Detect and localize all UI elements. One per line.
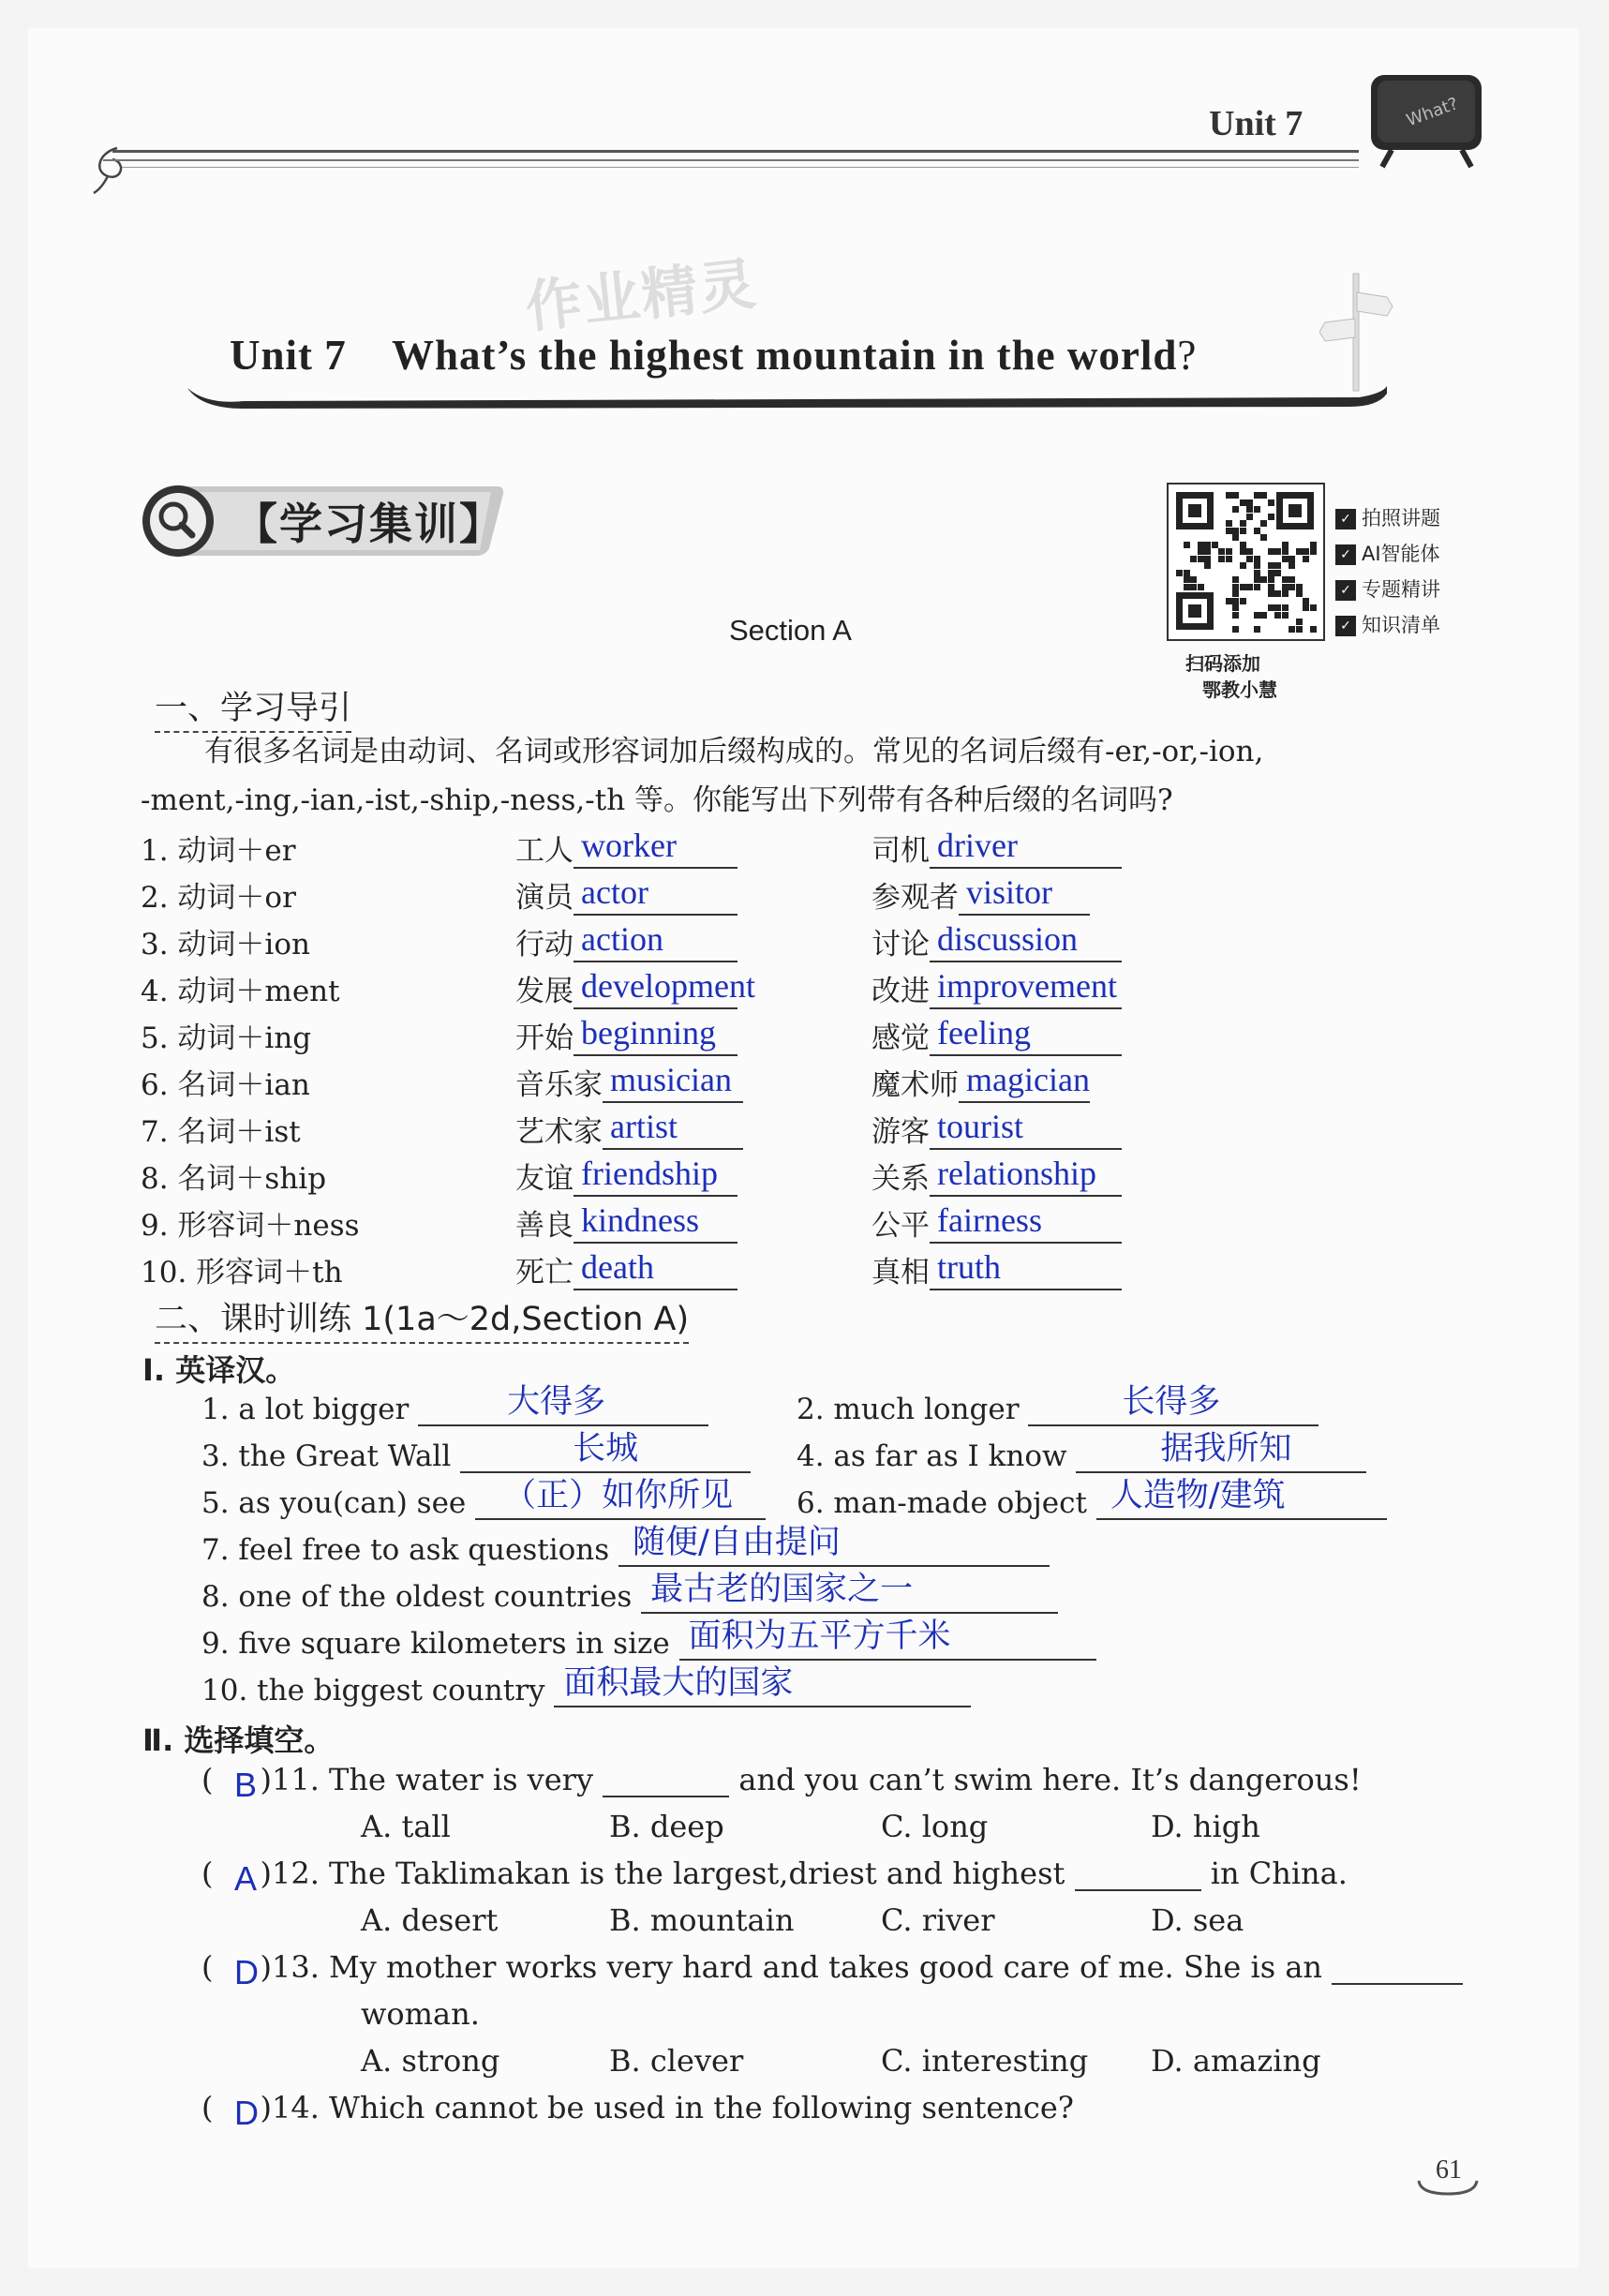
qr-module [1303, 604, 1309, 611]
vocab-item [872, 873, 1090, 916]
answer-text: 人造物/建筑 [1110, 1477, 1286, 1514]
qr-module [1232, 604, 1239, 611]
qr-module [1254, 612, 1260, 619]
vocab-item [515, 920, 737, 962]
header-rule [103, 159, 1359, 161]
page-number: 61 [1436, 2155, 1462, 2184]
watermark: 作业精灵 [522, 251, 761, 341]
english-phrase: 7. feel free to ask questions [201, 1533, 610, 1567]
answer-blank[interactable] [1028, 1383, 1318, 1426]
chinese-word: 演员 [515, 881, 574, 915]
answer-text: artist [610, 1108, 678, 1145]
qr-module [1274, 570, 1281, 576]
check-icon: ✓ [1335, 544, 1356, 565]
answer-blank[interactable] [930, 920, 1122, 962]
answer-blank[interactable] [930, 827, 1122, 869]
page-title [230, 331, 1197, 380]
chinese-word: 善良 [515, 1209, 574, 1243]
answer-text: discussion [937, 920, 1079, 958]
qr-module [1190, 584, 1197, 590]
vocab-item [872, 920, 1122, 962]
mc-answer: D [234, 1953, 259, 1991]
answer-blank[interactable] [930, 967, 1122, 1009]
suffix-rule: 2. 动词＋or [141, 881, 296, 915]
chinese-word: 行动 [515, 928, 574, 962]
qr-module [1240, 542, 1246, 548]
svg-text:What?: What? [1404, 94, 1461, 131]
answer-text: fairness [937, 1201, 1042, 1239]
qr-module [1184, 542, 1190, 548]
english-phrase: 5. as you(can) see [201, 1486, 467, 1520]
qr-module [1226, 598, 1232, 604]
answer-text: truth [937, 1248, 1001, 1286]
qr-module [1226, 548, 1232, 555]
check-icon: ✓ [1335, 616, 1356, 636]
qr-module [1282, 576, 1289, 583]
chinese-word: 魔术师 [872, 1068, 959, 1102]
qr-module [1184, 576, 1190, 583]
vocab-item [515, 1061, 743, 1103]
qr-module [1310, 548, 1317, 555]
qr-module [1204, 556, 1211, 562]
qr-module [1289, 562, 1295, 569]
qr-module [1310, 604, 1317, 611]
vocab-item [515, 1248, 737, 1290]
chinese-word: 真相 [872, 1256, 930, 1290]
qr-module [1240, 584, 1246, 590]
qr-module [1254, 492, 1260, 499]
qr-module [1254, 584, 1260, 590]
answer-blank[interactable] [930, 1201, 1122, 1244]
answer-text: visitor [966, 873, 1053, 911]
qr-module [1268, 548, 1274, 555]
vocab-item [872, 1155, 1122, 1197]
part1-heading: 一、学习导引 [155, 682, 351, 729]
translate-item [201, 1664, 971, 1711]
qr-module [1296, 548, 1303, 555]
qr-module [1254, 528, 1260, 534]
header-rule [122, 167, 1359, 168]
qr-module [1260, 576, 1267, 583]
vocab-item [872, 827, 1122, 869]
mc-option[interactable]: B. clever [609, 2043, 744, 2079]
qr-feature-item: ✓ 拍照讲题 [1335, 503, 1440, 531]
suffix-rule: 9. 形容词＋ness [141, 1209, 360, 1243]
answer-blank[interactable] [1332, 1955, 1463, 1985]
chinese-word: 参观者 [872, 881, 959, 915]
chinese-word: 音乐家 [515, 1068, 603, 1102]
qr-module [1254, 562, 1260, 569]
suffix-rule: 5. 动词＋ing [141, 1021, 312, 1055]
mc-question: ( )12. The Taklimakan is the largest,driest and highest in China. [201, 1856, 1348, 1891]
qr-module [1274, 604, 1281, 611]
check-icon: ✓ [1335, 580, 1356, 601]
qr-module [1198, 542, 1204, 548]
answer-blank[interactable] [475, 1477, 766, 1520]
qr-caption: 鄂教小慧 [1202, 678, 1277, 701]
qr-module [1198, 584, 1204, 590]
section-banner-label: 【学习集训】 [234, 499, 504, 549]
answer-text: driver [937, 827, 1018, 864]
answer-blank[interactable] [679, 1618, 1096, 1661]
answer-blank[interactable] [641, 1571, 1058, 1614]
qr-module [1232, 528, 1239, 534]
qr-module [1176, 570, 1183, 576]
title-underline-bar [187, 384, 1387, 409]
suffix-rule: 6. 名词＋ian [141, 1068, 310, 1102]
answer-text: relationship [937, 1155, 1096, 1192]
qr-code[interactable] [1167, 483, 1325, 641]
answer-blank[interactable] [574, 1155, 737, 1197]
answer-text: friendship [581, 1155, 718, 1192]
qr-module [1289, 584, 1295, 590]
english-phrase: 9. five square kilometers in size [201, 1627, 670, 1661]
chinese-word: 死亡 [515, 1256, 574, 1290]
answer-text: death [581, 1248, 654, 1286]
mc-option[interactable]: D. amazing [1151, 2043, 1321, 2079]
chinese-word: 艺术家 [515, 1115, 603, 1149]
mc-answer: A [234, 1859, 258, 1898]
qr-module [1310, 542, 1317, 548]
answer-blank[interactable] [418, 1383, 708, 1426]
chinese-word: 发展 [515, 975, 574, 1008]
qr-module [1274, 612, 1281, 619]
header-unit-label: Unit 7 [1209, 104, 1304, 143]
qr-module [1232, 590, 1239, 597]
qr-module [1289, 626, 1295, 633]
qr-module [1226, 528, 1232, 534]
mc-option[interactable]: D. high [1151, 1809, 1260, 1844]
qr-module [1198, 556, 1204, 562]
qr-module [1282, 612, 1289, 619]
answer-text: tourist [937, 1108, 1024, 1145]
answer-text: worker [581, 827, 677, 864]
vocab-item [515, 827, 737, 869]
answer-text: 长得多 [1122, 1383, 1221, 1421]
qr-module [1303, 548, 1309, 555]
qr-module [1240, 499, 1246, 506]
qr-module [1246, 499, 1253, 506]
qr-module [1260, 492, 1267, 499]
part2-heading: 二、课时训练 1(1a～2d,Section A) [155, 1293, 689, 1340]
answer-blank[interactable] [460, 1430, 751, 1473]
answer-blank[interactable] [1075, 1861, 1201, 1891]
qr-finder-core [1289, 504, 1302, 517]
answer-text: 长城 [573, 1430, 639, 1468]
english-phrase: 1. a lot bigger [201, 1393, 410, 1426]
qr-module [1296, 584, 1303, 590]
answer-text: 面积最大的国家 [563, 1664, 794, 1702]
qr-module [1232, 492, 1239, 499]
mc-option[interactable]: C. long [881, 1809, 989, 1844]
qr-module [1204, 542, 1211, 548]
qr-module [1232, 506, 1239, 513]
title-unit: Unit 7 [230, 332, 347, 379]
answer-blank[interactable] [554, 1664, 971, 1707]
qr-caption: 扫码添加 [1185, 652, 1260, 675]
chinese-word: 友谊 [515, 1162, 574, 1196]
qr-module [1226, 492, 1232, 499]
qr-module [1289, 576, 1295, 583]
chinese-word: 关系 [872, 1162, 930, 1196]
qr-feature-item: ✓ AI智能体 [1335, 539, 1440, 567]
vocab-item [872, 1201, 1122, 1244]
vocab-item [515, 1108, 743, 1150]
mc-option[interactable]: A. desert [361, 1902, 499, 1938]
qr-module [1240, 548, 1246, 555]
qr-module [1232, 534, 1239, 541]
answer-blank[interactable] [959, 1061, 1090, 1103]
suffix-rule: 7. 名词＋ist [141, 1115, 301, 1149]
answer-text: improvement [937, 967, 1117, 1005]
qr-module [1296, 590, 1303, 597]
mc-question: ( )13. My mother works very hard and takes good care of me. She is an [201, 1949, 1463, 1985]
vocab-item [515, 967, 755, 1009]
answer-blank[interactable] [618, 1524, 1050, 1567]
qr-module [1260, 534, 1267, 541]
qr-module [1240, 520, 1246, 527]
answer-text: action [581, 920, 663, 958]
suffix-rule: 10. 形容词＋th [141, 1256, 343, 1290]
qr-module [1268, 562, 1274, 569]
qr-module [1240, 528, 1246, 534]
answer-blank[interactable] [574, 967, 755, 1009]
vocab-item [872, 1248, 1122, 1290]
answer-blank[interactable] [930, 1108, 1122, 1150]
mc-option[interactable]: C. interesting [881, 2043, 1089, 2079]
qr-module [1190, 576, 1197, 583]
suffix-rule: 4. 动词＋ment [141, 975, 340, 1008]
mc-question: ( )11. The water is very and you can’t swim here. It’s dangerous! [201, 1762, 1362, 1797]
qr-module [1246, 514, 1253, 520]
qr-module [1310, 626, 1317, 633]
chinese-word: 工人 [515, 834, 574, 868]
qr-module [1204, 548, 1211, 555]
qr-module [1282, 542, 1289, 548]
qr-module [1282, 590, 1289, 597]
section-label: Section A [729, 614, 852, 647]
qr-module [1260, 520, 1267, 527]
qr-finder-core [1188, 504, 1201, 517]
check-icon: ✓ [1335, 509, 1356, 529]
answer-blank[interactable] [574, 1248, 737, 1290]
qr-module [1254, 570, 1260, 576]
mc-question-cont: woman. [361, 1996, 480, 2032]
mc-answer: B [234, 1766, 258, 1804]
answer-text: 大得多 [507, 1383, 606, 1421]
mc-option[interactable]: A. strong [361, 2043, 500, 2079]
answer-text: kindness [581, 1201, 699, 1239]
qr-module [1268, 576, 1274, 583]
chinese-word: 改进 [872, 975, 930, 1008]
chinese-word: 讨论 [872, 928, 930, 962]
qr-module [1246, 556, 1253, 562]
translate-item [201, 1524, 1050, 1571]
qr-module [1246, 548, 1253, 555]
qr-module [1232, 612, 1239, 619]
answer-text: 最古老的国家之一 [650, 1571, 914, 1608]
qr-module [1282, 548, 1289, 555]
qr-module [1212, 542, 1218, 548]
qr-module [1226, 556, 1232, 562]
qr-module [1254, 576, 1260, 583]
qr-module [1232, 576, 1239, 583]
qr-module [1246, 584, 1253, 590]
chinese-word: 开始 [515, 1021, 574, 1055]
qr-module [1289, 556, 1295, 562]
qr-module [1268, 570, 1274, 576]
sec2-title: Ⅱ. 选择填空。 [142, 1722, 335, 1758]
answer-blank[interactable] [959, 873, 1090, 916]
qr-module [1198, 548, 1204, 555]
answer-blank[interactable] [603, 1767, 729, 1797]
qr-feature-item: ✓ 知识清单 [1335, 610, 1440, 638]
suffix-rule: 8. 名词＋ship [141, 1162, 327, 1196]
answer-text: 据我所知 [1160, 1430, 1292, 1468]
qr-module [1282, 556, 1289, 562]
answer-text: development [581, 967, 755, 1005]
qr-module [1240, 562, 1246, 569]
answer-blank[interactable] [574, 1014, 737, 1056]
qr-module [1296, 626, 1303, 633]
qr-module [1184, 570, 1190, 576]
answer-text: 面积为五平方千米 [688, 1618, 951, 1655]
answer-blank[interactable] [930, 1248, 1122, 1290]
answer-text: feeling [937, 1014, 1031, 1051]
answer-blank[interactable] [603, 1061, 743, 1103]
qr-module [1254, 506, 1260, 513]
vocab-item [515, 1201, 737, 1244]
qr-module [1282, 584, 1289, 590]
qr-module [1204, 562, 1211, 569]
vocab-item [872, 967, 1122, 1009]
qr-feature-item: ✓ 专题精讲 [1335, 574, 1440, 603]
answer-text: musician [610, 1061, 732, 1098]
english-phrase: 4. as far as I know [797, 1439, 1067, 1473]
english-phrase: 8. one of the oldest countries [201, 1580, 633, 1614]
answer-text: beginning [581, 1014, 716, 1051]
english-phrase: 6. man-made object [797, 1486, 1087, 1520]
chinese-word: 游客 [872, 1115, 930, 1149]
vocab-item [872, 1108, 1122, 1150]
suffix-rule: 3. 动词＋ion [141, 928, 310, 962]
qr-module [1232, 598, 1239, 604]
mc-option[interactable]: B. mountain [609, 1902, 795, 1938]
chalkboard-icon [1363, 67, 1490, 171]
vocab-item [515, 1155, 737, 1197]
answer-blank[interactable] [603, 1108, 743, 1150]
answer-blank[interactable] [574, 920, 737, 962]
qr-module [1303, 598, 1309, 604]
qr-module [1268, 604, 1274, 611]
answer-blank[interactable] [930, 1014, 1122, 1056]
mc-option[interactable]: A. tall [361, 1809, 451, 1844]
qr-module [1274, 562, 1281, 569]
answer-blank[interactable] [574, 873, 737, 916]
english-phrase: 10. the biggest country [201, 1674, 545, 1707]
qr-module [1282, 604, 1289, 611]
qr-module [1268, 499, 1274, 506]
qr-module [1274, 548, 1281, 555]
qr-module [1260, 612, 1267, 619]
qr-module [1268, 590, 1274, 597]
qr-finder-core [1188, 604, 1201, 618]
answer-text: actor [581, 873, 648, 911]
english-phrase: 2. much longer [797, 1393, 1020, 1426]
mc-option[interactable]: D. sea [1151, 1902, 1244, 1938]
chinese-word: 司机 [872, 834, 930, 868]
qr-module [1184, 584, 1190, 590]
vocab-item [515, 873, 737, 916]
chinese-word: 感觉 [872, 1021, 930, 1055]
chinese-word: 公平 [872, 1209, 930, 1243]
answer-blank[interactable] [574, 827, 737, 869]
qr-module [1240, 598, 1246, 604]
answer-text: magician [966, 1061, 1090, 1098]
answer-text: 随便/自由提问 [633, 1524, 841, 1561]
header-rule [112, 150, 1359, 153]
suffix-rule: 1. 动词＋er [141, 834, 296, 868]
mc-option[interactable]: C. river [881, 1902, 995, 1938]
qr-module [1296, 619, 1303, 625]
vocab-item [515, 1014, 737, 1056]
answer-text: （正）如你所见 [503, 1477, 734, 1514]
qr-module [1268, 514, 1274, 520]
qr-module [1226, 520, 1232, 527]
qr-module [1268, 584, 1274, 590]
answer-blank[interactable] [1096, 1477, 1387, 1520]
english-phrase: 3. the Great Wall [201, 1439, 452, 1473]
qr-module [1246, 506, 1253, 513]
mc-answer: D [234, 2094, 259, 2132]
qr-module [1218, 548, 1225, 555]
qr-module [1190, 556, 1197, 562]
sec1-title: Ⅰ. 英译汉。 [142, 1352, 296, 1388]
title-qmark: ? [1177, 332, 1198, 379]
qr-module [1232, 626, 1239, 633]
qr-module [1218, 556, 1225, 562]
translate-item [797, 1477, 1387, 1524]
qr-module [1254, 626, 1260, 633]
qr-module [1232, 584, 1239, 590]
title-text: What’s the highest mountain in the world [391, 332, 1178, 379]
answer-blank[interactable] [930, 1155, 1122, 1197]
qr-module [1254, 556, 1260, 562]
intro-line: 有很多名词是由动词、名词或形容词加后缀构成的。常见的名词后缀有-er,-or,-ion, [204, 735, 1264, 768]
qr-module [1303, 556, 1309, 562]
answer-blank[interactable] [574, 1201, 737, 1244]
intro-line: -ment,-ing,-ian,-ist,-ship,-ness,-th 等。你能写出下列带有各种后缀的名词吗? [141, 783, 1173, 817]
mc-option[interactable]: B. deep [609, 1809, 724, 1844]
vocab-item [872, 1061, 1090, 1103]
mc-question: ( )14. Which cannot be used in the following sentence? [201, 2090, 1074, 2125]
signpost-icon [1319, 264, 1394, 395]
answer-blank[interactable] [1076, 1430, 1366, 1473]
qr-module [1274, 590, 1281, 597]
vocab-item [872, 1014, 1122, 1056]
